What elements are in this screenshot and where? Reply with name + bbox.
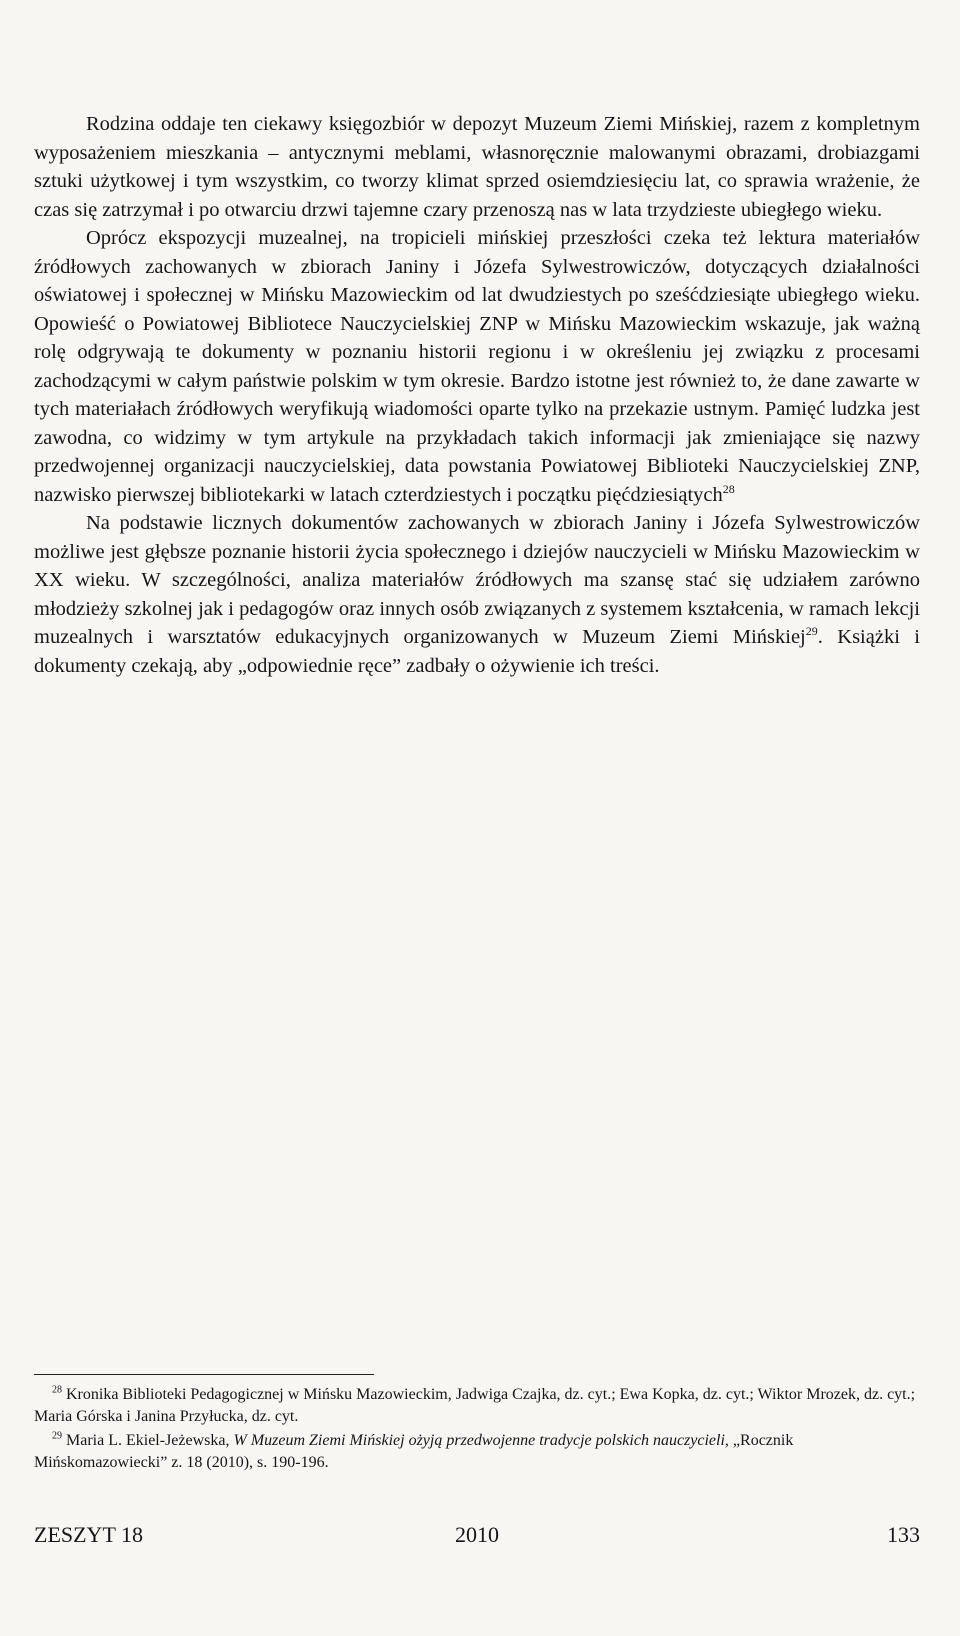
footnote-28 (34, 1384, 920, 1428)
paragraph-2 (34, 224, 920, 509)
publication-year: 2010 (455, 1522, 499, 1547)
page-footer (34, 1522, 920, 1552)
main-text (34, 110, 920, 680)
footnote-text: Kronika Biblioteki Pedagogicznej w Mińsku Mazowieckim, Jadwiga Czajka, dz. cyt.; Ewa Kopka, dz. cyt.; Wiktor Mrozek, dz. cyt.; Maria Górska i Janina Przyłucka, dz. cyt. (34, 1386, 916, 1425)
footnote-ref-29[interactable]: 29 (805, 624, 818, 639)
footnote-title: W Muzeum Ziemi Mińskiej ożyją przedwojenne tradycje polskich nauczycieli (233, 1432, 725, 1449)
footnote-author: Maria L. Ekiel-Jeżewska, (66, 1432, 234, 1449)
footnote-29 (34, 1430, 920, 1474)
paragraph-3-tail: . Książki i dokumenty czekają, aby „odpowiednie ręce” zadbały o ożywienie ich treści. (34, 626, 920, 677)
paragraph-2-text: Oprócz ekspozycji muzealnej, na tropicieli mińskiej przeszłości czeka też lektura materiałów źródłowych zachowanych w zbiorach Janiny i Józefa Sylwestrowiczów, dotyczących działalności oświatowej i społecznej w Mińsku Mazowieckim od lat dwudziestych po sześćdziesiąte ubiegłego wieku. Opowieść o Powiatowej Bibliotece Nauczycielskiej ZNP w Mińsku Mazowieckim wskazuje, jak ważną rolę odgrywają te dokumenty w poznaniu historii regionu i w określeniu jej związku z procesami zachodzącymi w całym państwie polskim w tym okresie. Bardzo istotne jest również to, że dane zawarte w tych materiałach źródłowych weryfikują wiadomości oparte tylko na przekazie ustnym. Pamięć ludzka jest zawodna, co widzimy w tym artykule na przykładach takich informacji jak zmieniające się nazwy przedwojennej organizacji nauczycielskiej, data powstania Powiatowej Biblioteki Nauczycielskiej ZNP, nazwisko pierwszej bibliotekarki w latach czterdziestych i początku pięćdziesiątych (34, 227, 920, 506)
page-number: 133 (887, 1522, 920, 1547)
footnote-number: 28 (52, 1384, 62, 1396)
paragraph-1: Rodzina oddaje ten ciekawy księgozbiór w depozyt Muzeum Ziemi Mińskiej, razem z kompletnym wyposażeniem mieszkania – antycznymi meblami, własnoręcznie malowanymi obrazami, drobiazgami sztuki użytkowej i tym wszystkim, co tworzy klimat sprzed osiemdziesięciu lat, co sprawia wrażenie, że czas się zatrzymał i po otwarciu drzwi tajemne czary przenoszą nas w lata trzydzieste ubiegłego wieku. (34, 113, 920, 221)
footnote-ref-28[interactable]: 28 (722, 481, 735, 496)
footnote-source: , „Rocznik Mińskomazowiecki” z. 18 (2010), s. 190-196. (34, 1432, 794, 1471)
footnotes (34, 1384, 920, 1476)
footnote-divider (34, 1374, 374, 1375)
footnote-number: 29 (52, 1430, 62, 1442)
paragraph-3 (34, 509, 920, 680)
journal-issue: ZESZYT 18 (34, 1522, 143, 1547)
paragraph-3-text: Na podstawie licznych dokumentów zachowanych w zbiorach Janiny i Józefa Sylwestrowiczów możliwe jest głębsze poznanie historii życia społecznego i dziejów nauczycieli w Mińsku Mazowieckim w XX wieku. W szczególności, analiza materiałów źródłowych ma szansę stać się udziałem zarówno młodzieży szkolnej jak i pedagogów oraz innych osób związanych z systemem kształcenia, w ramach lekcji muzealnych i warsztatów edukacyjnych organizowanych w Muzeum Ziemi Mińskiej (34, 512, 920, 648)
